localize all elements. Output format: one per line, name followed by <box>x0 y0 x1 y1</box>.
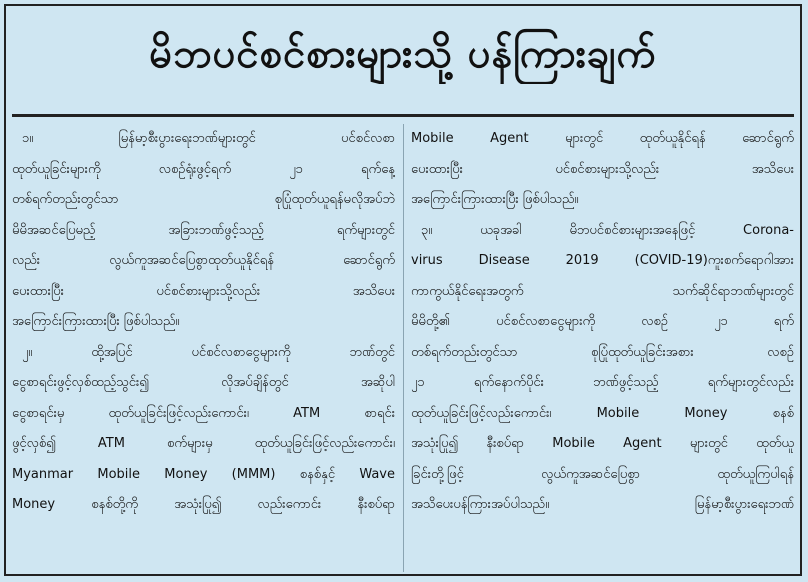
text-line: ဖွင့်လှစ်၍ ATM စက်များမှ ထုတ်ယူခြင်းဖြင့်လည်းကောင်း၊ <box>12 436 395 451</box>
column-divider <box>403 124 404 572</box>
text-line: တစ်ရက်တည်းတွင်သာ စုပြုံထုတ်ယူခြင်းအစား လစဉ် <box>411 344 794 360</box>
text-line: ၁။ မြန်မာ့စီးပွားရေးဘဏ်များတွင် ပင်စင်လစာ <box>22 131 395 146</box>
text-line: တစ်ရက်တည်းတွင်သာ စုပြုံထုတ်ယူရန်မလိုအပ်ဘဲ <box>12 192 395 207</box>
text-line: Money စနစ်တို့ကို အသုံးပြု၍ လည်းကောင်း နီးစပ်ရာ <box>12 497 395 512</box>
text-line: မိမိအဆင်ပြေမည့် အခြားဘဏ်ဖွင့်သည့် ရက်များတွင် <box>12 222 395 238</box>
text-line: ပေးထားပြီး ပင်စင်စားများသို့လည်း အသိပေး <box>411 161 794 177</box>
text-line: အသုံးပြု၍ နီးစပ်ရာ Mobile Agent များတွင် ထုတ်ယူ <box>411 436 794 451</box>
headline-rule <box>12 114 794 117</box>
text-line: ၂။ ထို့အပြင် ပင်စင်လစာငွေများကို ဘဏ်တွင် <box>22 344 395 360</box>
text-line: ထုတ်ယူခြင်းဖြင့်လည်းကောင်း၊ Mobile Money စနစ် <box>411 405 794 421</box>
text-line: ခြင်းတို့ဖြင့် လွယ်ကူအဆင်ပြေစွာ ထုတ်ယူကြပါရန် <box>411 466 794 482</box>
text-line: အကြောင်းကြားထားပြီး ဖြစ်ပါသည်။ <box>12 314 180 329</box>
text-line: မိမိတို့၏ ပင်စင်လစာငွေများကို လစဉ် ၂၁ ရက် <box>411 314 794 329</box>
headline: မိဘပင်စင်စားများသို့ ပန်ကြားချက် <box>149 31 657 77</box>
text-line: Mobile Agent များတွင် ထုတ်ယူနိုင်ရန် ဆောင်ရွက် <box>411 131 794 146</box>
right-column <box>411 124 794 574</box>
text-line: ၃။ ယခုအခါ မိဘပင်စင်စားများအနေဖြင့် Corona- <box>421 222 794 238</box>
text-line: ထုတ်ယူခြင်းများကို လစဉ်ရုံးဖွင့်ရက် ၂၁ ရက်နေ့ <box>12 161 395 177</box>
text-line: Myanmar Mobile Money (MMM) စနစ်နှင့် Wave <box>12 466 395 482</box>
text-line: ၂၁ ရက်နောက်ပိုင်း ဘဏ်ဖွင့်သည့် ရက်များတွင်လည်း <box>411 375 794 390</box>
text-line: လည်း လွယ်ကူအဆင်ပြေစွာထုတ်ယူနိုင်ရန် ဆောင်ရွက် <box>12 253 395 268</box>
text-line: ငွေစာရင်းဖွင့်လှစ်ထည့်သွင်း၍ လိုအပ်ချိန်တွင် အဆိုပါ <box>12 375 395 390</box>
text-line: ငွေစာရင်းမှ ထုတ်ယူခြင်းဖြင့်လည်းကောင်း၊ ATM စာရင်း <box>12 405 395 421</box>
text-line: ကာကွယ်နိုင်ရေးအတွက် သက်ဆိုင်ရာဘဏ်များတွင် <box>411 283 794 299</box>
notice-frame <box>4 4 802 576</box>
text-line: virus Disease 2019 (COVID-19)ကူးစက်ရောဂါအား <box>411 253 794 268</box>
text-line: အသိပေးပန်ကြားအပ်ပါသည်။ မြန်မာ့စီးပွားရေးဘဏ် <box>411 497 794 512</box>
text-line: ပေးထားပြီး ပင်စင်စားများသို့လည်း အသိပေး <box>12 283 395 299</box>
text-line: အကြောင်းကြားထားပြီး ဖြစ်ပါသည်။ <box>411 192 579 207</box>
left-column <box>12 124 395 574</box>
